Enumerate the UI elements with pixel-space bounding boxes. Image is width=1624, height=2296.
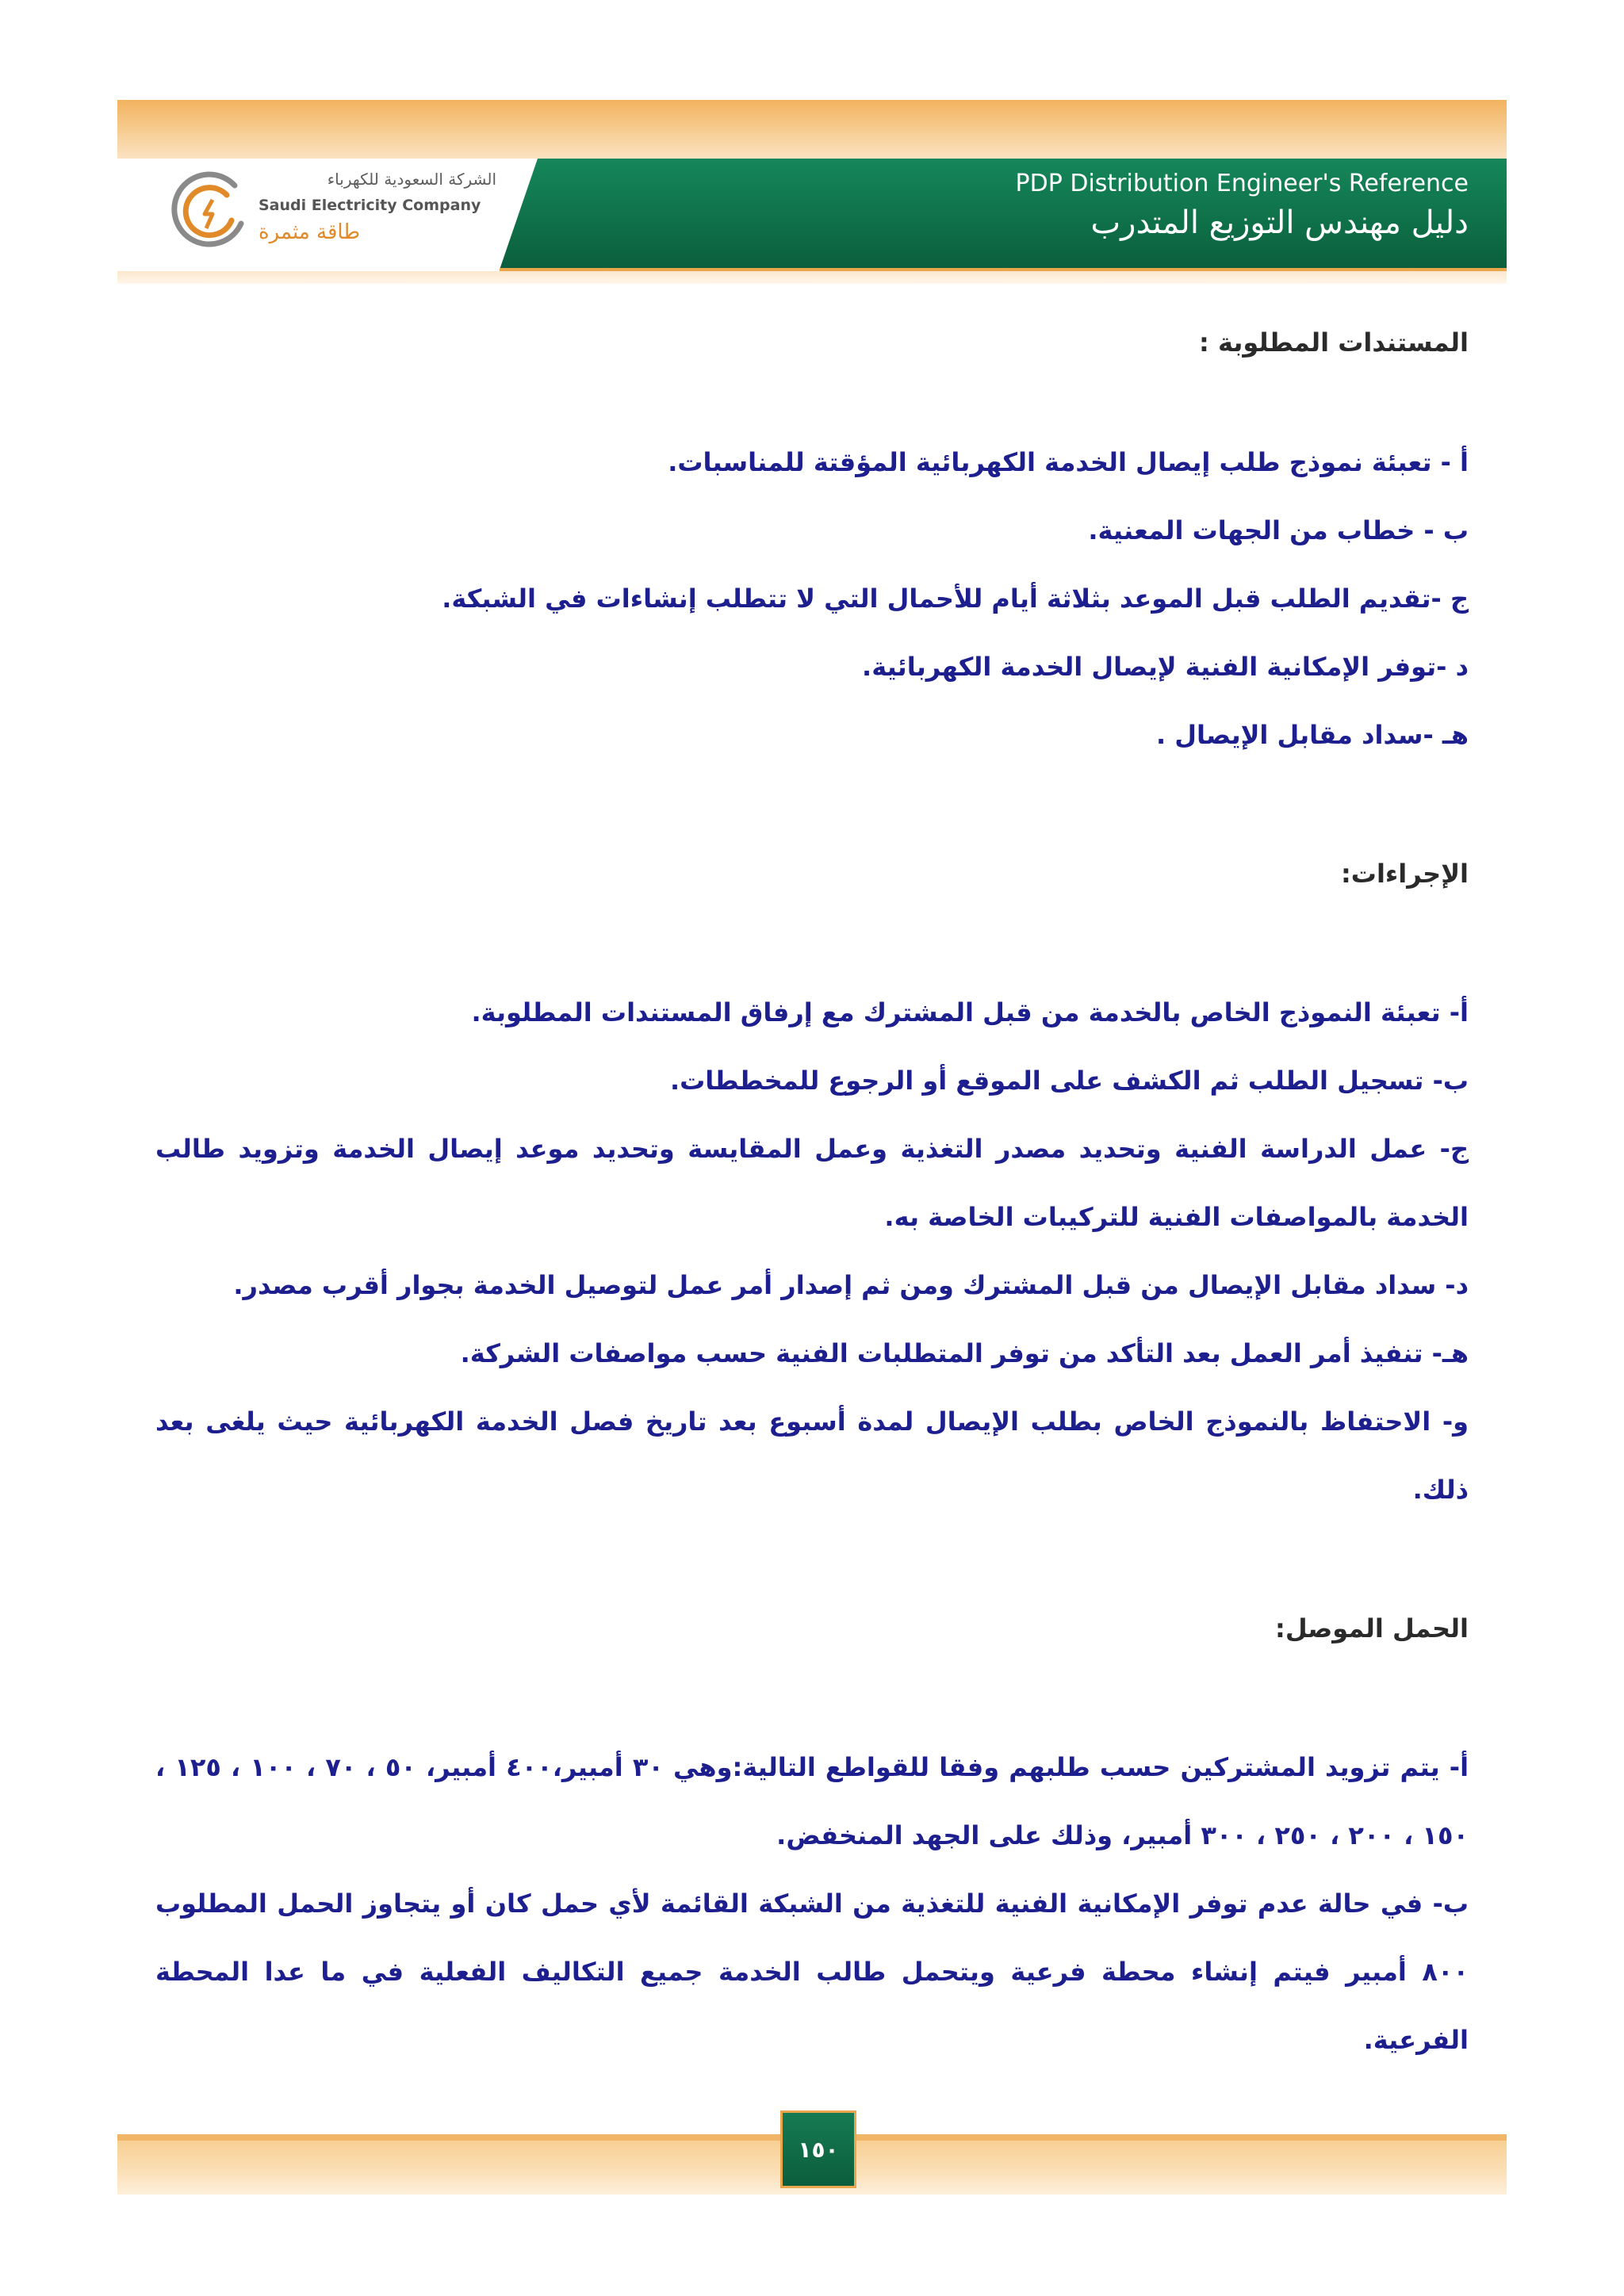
list-item: د- سداد مقابل الإيصال من قبل المشترك ومن ثم إصدار أمر عمل لتوصيل الخدمة بجوار أقرب مصدر.: [233, 1270, 1469, 1300]
logo-name-english: Saudi Electricity Company: [259, 197, 481, 214]
page-number-box: [780, 2110, 856, 2188]
page-header: [117, 100, 1507, 284]
section-heading-required-docs: المستندات المطلوبة :: [1199, 327, 1469, 358]
list-item: هـ -سداد مقابل الإيصال .: [1155, 720, 1469, 750]
list-item: هـ- تنفيذ أمر العمل بعد التأكد من توفر المتطلبات الفنية حسب مواصفات الشركة.: [460, 1338, 1469, 1368]
list-item: و- الاحتفاظ بالنموذج الخاص بطلب الإيصال لمدة أسبوع بعد تاريخ فصل الخدمة الكهربائية حيث يلغى بعد ذلك.: [155, 1406, 1469, 1505]
header-title-english: PDP Distribution Engineer's Reference: [1015, 170, 1469, 197]
company-logo: [165, 165, 530, 268]
section-heading-connected-load: الحمل الموصل:: [1275, 1613, 1469, 1644]
list-item: ج -تقديم الطلب قبل الموعد بثلاثة أيام للأحمال التي لا تتطلب إنشاءات في الشبكة.: [442, 584, 1469, 614]
list-item: أ - تعبئة نموذج طلب إيصال الخدمة الكهربائية المؤقتة للمناسبات.: [668, 447, 1469, 477]
list-item: ج- عمل الدراسة الفنية وتحديد مصدر التغذية وعمل المقايسة وتحديد موعد إيصال الخدمة وتزويد طالب الخدمة بالمواصفات الفنية للتركيبات الخاصة به.: [155, 1134, 1469, 1232]
logo-name-arabic: الشركة السعودية للكهرباء: [327, 170, 496, 189]
list-item: أ- يتم تزويد المشتركين حسب طلبهم وفقا للقواطع التالية:وهي ٣٠ أمبير،٤٠٠ أمبير، ٥٠ ، ٧٠ ، ١٠٠ ، ١٢٥ ، ١٥٠ ، ٢٠٠ ، ٢٥٠ ، ٣٠٠ أمبير، وذلك على الجهد المنخفض.: [155, 1752, 1469, 1850]
header-title-arabic: دليل مهندس التوزيع المتدرب: [1090, 205, 1469, 241]
list-item: د -توفر الإمكانية الفنية لإيصال الخدمة الكهربائية.: [862, 652, 1469, 682]
list-item: أ- تعبئة النموذج الخاص بالخدمة من قبل المشترك مع إرفاق المستندات المطلوبة.: [471, 997, 1469, 1027]
header-banner-edge: [500, 268, 1507, 271]
list-item: ب- في حالة عدم توفر الإمكانية الفنية للتغذية من الشبكة القائمة لأي حمل كان أو يتجاوز الحمل المطلوب ٨٠٠ أمبير فيتم إنشاء محطة فرعية ويتحمل طالب الخدمة جميع التكاليف الفعلية في ما عدا المحطة الفرعية.: [155, 1888, 1469, 2055]
sec-logo-icon: [165, 168, 252, 255]
page-footer: [117, 2134, 1507, 2195]
page-number: ١٥٠: [798, 2137, 839, 2163]
logo-tagline: طاقة مثمرة: [259, 220, 361, 244]
page-content: [155, 314, 1469, 2074]
header-bottom-band: [117, 271, 1507, 284]
section-heading-procedures: الإجراءات:: [1340, 859, 1469, 889]
list-item: ب- تسجيل الطلب ثم الكشف على الموقع أو الرجوع للمخططات.: [669, 1066, 1469, 1096]
list-item: ب - خطاب من الجهات المعنية.: [1088, 515, 1469, 545]
header-top-band: [117, 100, 1507, 159]
